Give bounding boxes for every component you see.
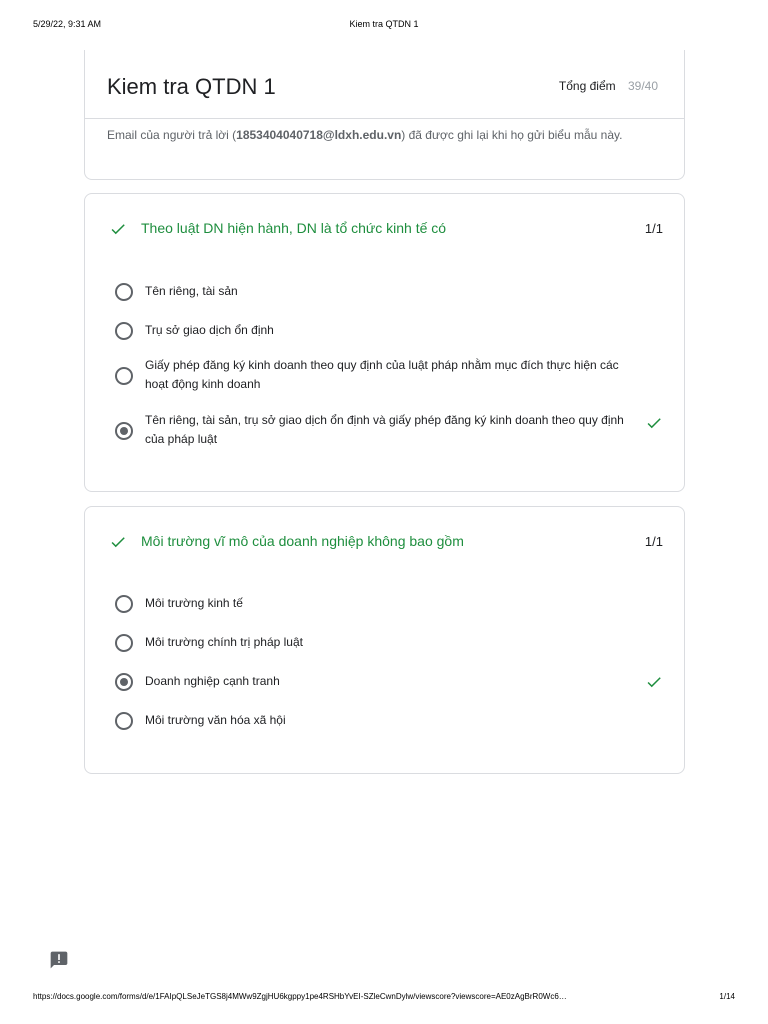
report-feedback-icon[interactable]: [49, 950, 69, 970]
question-card: [84, 193, 685, 492]
form-header-card: [84, 50, 685, 180]
check-icon: [109, 220, 127, 238]
respondent-email: 1853404040718@ldxh.edu.vn: [236, 128, 402, 142]
radio-button: [115, 712, 133, 730]
option: [115, 711, 655, 731]
radio-button: [115, 283, 133, 301]
total-score-value: 39/40: [627, 79, 658, 93]
header-divider: [85, 118, 684, 119]
print-url: https://docs.google.com/forms/d/e/1FAIpQLSeJeTGS8j4MWw9ZgjHU6kgppy1pe4RSHbYvEI-SZleCwnDylw/viewscore?viewscore=AE0zAgBrR0Wc6…: [33, 992, 567, 1001]
question-header: [109, 531, 663, 553]
option: [115, 282, 655, 302]
option: [115, 633, 655, 653]
total-score-label: Tổng điểm: [558, 79, 616, 93]
radio-button: [115, 634, 133, 652]
print-footer: [0, 992, 768, 1004]
option-selected-correct: [115, 672, 655, 692]
option: [115, 321, 655, 341]
radio-button: [115, 367, 133, 385]
option-label: Trụ sở giao dịch ổn định: [145, 323, 274, 337]
question-header: [109, 218, 663, 240]
question-points: 1/1: [644, 534, 663, 549]
radio-button: [115, 595, 133, 613]
option-selected-correct: [115, 411, 655, 451]
print-doc-title: Kiem tra QTDN 1: [349, 19, 419, 29]
radio-button: [115, 322, 133, 340]
question-title: Môi trường vĩ mô của doanh nghiệp không bao gồm: [141, 533, 464, 549]
question-points: 1/1: [644, 221, 663, 236]
total-score: [559, 79, 658, 93]
radio-button-selected: [115, 422, 133, 440]
question-card: [84, 506, 685, 774]
radio-button-selected: [115, 673, 133, 691]
option-label: Tên riêng, tài sản, trụ sở giao dịch ổn định và giấy phép đăng ký kinh doanh theo quy định của pháp luật: [145, 413, 624, 446]
option-label: Môi trường văn hóa xã hội: [145, 713, 286, 727]
email-note-prefix: Email của người trả lời (: [107, 128, 237, 142]
email-note: [107, 125, 667, 145]
email-note-suffix: ) đã được ghi lại khi họ gửi biểu mẫu này.: [401, 128, 623, 142]
option-label: Giấy phép đăng ký kinh doanh theo quy định của luật pháp nhằm mục đích thực hiện các hoạt động kinh doanh: [145, 358, 619, 391]
check-icon: [645, 673, 663, 691]
check-icon: [645, 414, 663, 432]
print-header: [0, 19, 768, 31]
option-label: Doanh nghiệp cạnh tranh: [145, 674, 280, 688]
print-page-number: 1/14: [719, 992, 735, 1001]
print-datetime: 5/29/22, 9:31 AM: [33, 19, 102, 29]
option-label: Tên riêng, tài sản: [145, 284, 238, 298]
question-title: Theo luật DN hiện hành, DN là tổ chức kinh tế có: [141, 220, 447, 236]
check-icon: [109, 533, 127, 551]
option-label: Môi trường kinh tế: [145, 596, 243, 610]
option: [115, 356, 655, 396]
form-title: Kiem tra QTDN 1: [107, 74, 276, 99]
option-label: Môi trường chính trị pháp luật: [145, 635, 303, 649]
option: [115, 594, 655, 614]
